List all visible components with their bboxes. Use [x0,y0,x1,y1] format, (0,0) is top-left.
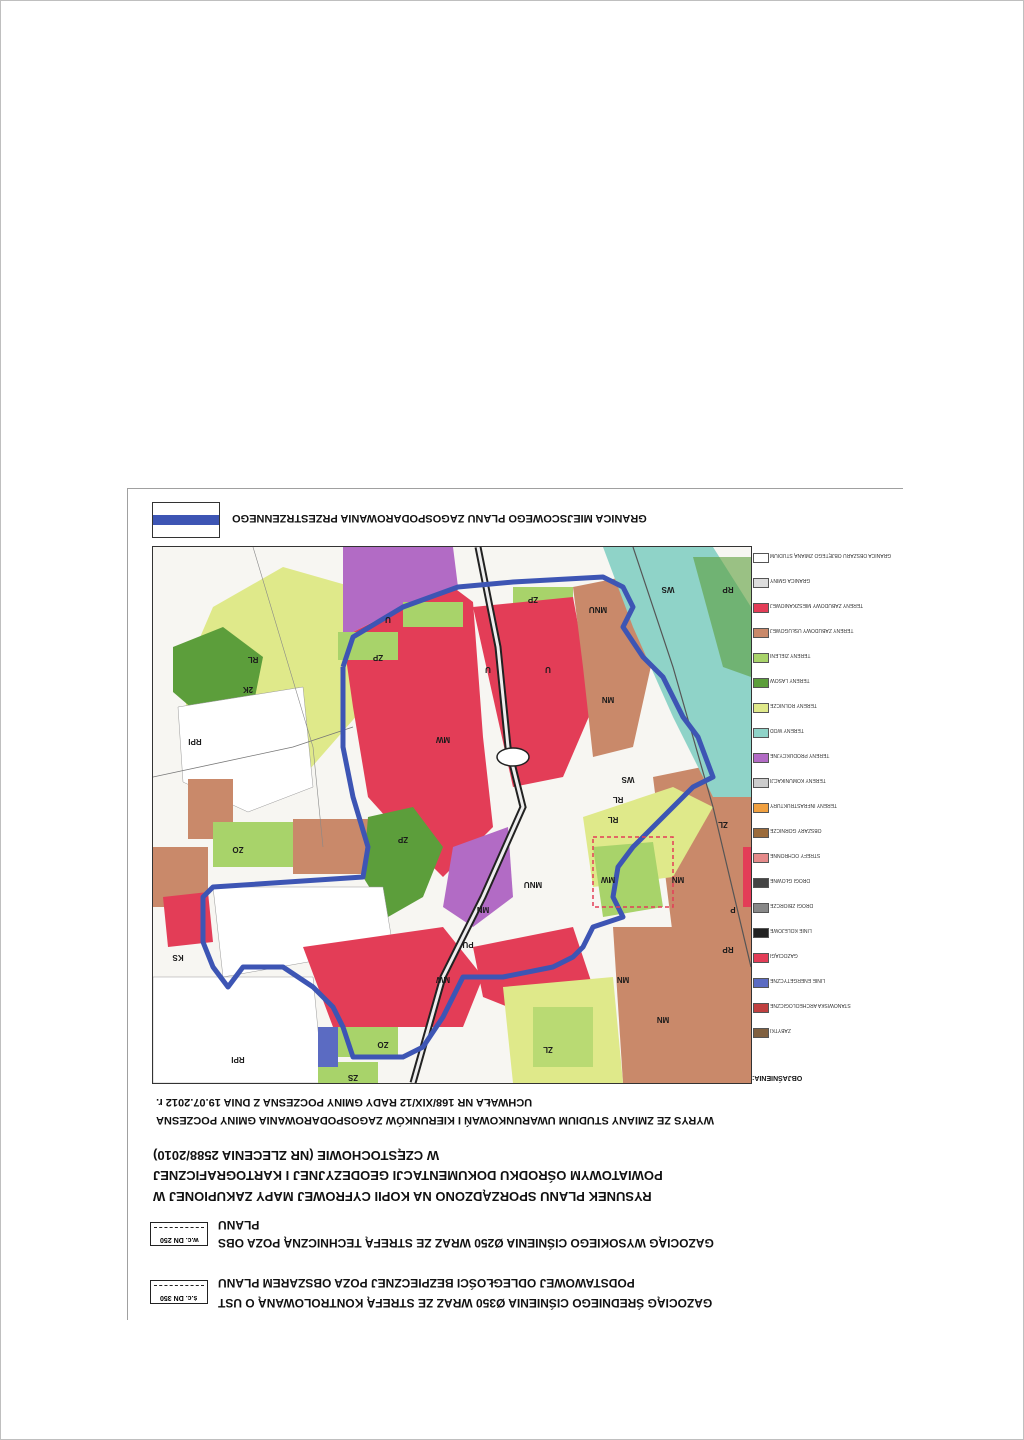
zone-label: ZL [718,820,728,829]
survey-note-3: RYSUNEK PLANU SPORZĄDZONO NA KOPII CYFROWEJ MAPY ZAKUPIONEJ W [153,1189,652,1204]
map-legend [752,546,908,1082]
legend-heading: OBJAŚNIENIA: [752,1074,803,1081]
legend-swatch [753,628,769,638]
zone-label: U [545,665,551,674]
zone-label: MN [476,905,490,914]
zone-label: WS [621,775,635,784]
high-pressure-swatch: w.c. DN 250 [150,1222,208,1246]
legend-swatch [753,778,769,788]
legend-label: GRANICA OBSZARU OBJĘTEGO ZMIANĄ STUDIUM [770,552,892,558]
zone-label: RPI [188,737,202,746]
boundary-swatch [152,502,220,538]
legend-item [752,702,908,712]
zone-label: ZL [543,1045,553,1054]
legend-item [752,877,908,887]
legend-item [752,1002,908,1012]
title-text: GRANICA MIEJSCOWEGO PLANU ZAGOSPODAROWANIA PRZESTRZENNEGO [232,512,647,524]
zone-label: MN [656,1015,670,1024]
zone-label: ZP [397,835,409,844]
zone-label: U [485,665,491,674]
zone-label: ZO [377,1040,389,1049]
legend-label: STANOWISKA ARCHEOLOGICZNE [770,1002,851,1008]
zone-label: RP [722,945,734,954]
legend-swatch [753,1028,769,1038]
legend-item [752,727,908,737]
legend-swatch [753,728,769,738]
sheet-left-rule [127,488,128,1320]
legend-item [752,802,908,812]
zone-label: 2K [242,685,254,694]
legend-label: TERENY ROLNICZE [770,702,817,708]
zone-label: ZS [347,1073,359,1082]
high-pressure-line-1: PLANU [218,1218,260,1232]
legend-swatch [753,553,769,563]
zone-label: MN [616,975,630,984]
legend-swatch [753,928,769,938]
legend-label: GAZOCIĄGI [770,952,798,958]
legend-swatch [753,703,769,713]
legend-label: TERENY ZABUDOWY MIESZKANIOWEJ [770,602,864,608]
legend-label: ZABYTKI [770,1027,791,1033]
caption-line-1: UCHWAŁA NR 168/XIX/12 RADY GMINY POCZESNA Z DNIA 19.07.2012 r. [156,1096,533,1108]
legend-item [752,577,908,587]
zone-label: ZP [372,653,384,662]
high-pressure-line-2: GAZOCIĄG WYSOKIEGO CIŚNIENIA Ø250 WRAZ ZE STREFĄ TECHNICZNĄ POZA OBS [218,1236,714,1250]
legend-label: TERENY ZIELENI [770,652,811,658]
legend-label: STREFY OCHRONNE [770,852,821,858]
zone-label: MW [435,735,451,744]
legend-swatch [753,678,769,688]
zone-label: WS [661,585,675,594]
legend-label: TERENY INFRASTRUKTURY [770,802,838,808]
legend-swatch [753,828,769,838]
legend-label: TERENY KOMUNIKACJI [770,777,826,783]
legend-label: TERENY LASÓW [770,677,810,683]
sheet-top-rule [127,488,903,489]
legend-label: DROGI ZBIORCZE [770,902,814,908]
map-panel [152,546,752,1084]
zone-label: RP [722,585,734,594]
zone-label: ZO [232,845,244,854]
legend-item [752,602,908,612]
legend-item [752,852,908,862]
legend-label: LINIE ENERGETYCZNE [770,977,826,983]
legend-swatch [753,803,769,813]
zone-label: U [385,615,391,624]
legend-item [752,952,908,962]
legend-swatch [753,953,769,963]
zone-label: MN [671,875,685,884]
legend-item [752,677,908,687]
legend-swatch [753,653,769,663]
legend-swatch [753,753,769,763]
zone-label: ZP [527,595,539,604]
zone-label: MW [600,875,616,884]
caption-line-2: WYRYS ZE ZMIANY STUDIUM UWARUNKOWAŃ I KIERUNKÓW ZAGOSPODAROWANIA GMINY POCZESNA [156,1114,714,1126]
land-use-map [153,547,751,1083]
legend-label: DROGI GŁÓWNE [770,877,811,883]
legend-label: TERENY ZABUDOWY USŁUGOWEJ [770,627,854,633]
legend-item [752,927,908,937]
survey-note-2: POWIATOWYM OŚRODKU DOKUMENTACJI GEODEZYJNEJ I KARTOGRAFICZNEJ [153,1168,663,1183]
legend-item [752,902,908,912]
zone-label: RL [607,815,619,824]
legend-swatch [753,853,769,863]
medium-pressure-swatch: ś.c. DN 350 [150,1280,208,1304]
legend-item [752,652,908,662]
legend-swatch [753,578,769,588]
legend-label: OBSZARY GÓRNICZE [770,827,822,833]
zone-label: P [730,905,736,914]
legend-label: TERENY PRODUKCYJNE [770,752,830,758]
legend-item [752,552,908,562]
legend-label: LINIE KOLEJOWE [770,927,812,933]
zone-label: MNU [523,880,543,889]
legend-item [752,1027,908,1037]
zone-label: MN [601,695,615,704]
zone-label: RL [247,655,259,664]
legend-item [752,752,908,762]
legend-item [752,627,908,637]
zone-label: MNU [588,605,608,614]
zone-label: KS [172,953,184,962]
zone-label: RL [612,795,624,804]
legend-swatch [753,603,769,613]
legend-swatch [753,978,769,988]
legend-label: TERENY WÓD [770,727,804,733]
zone-label: MW [435,975,451,984]
zone-label: PU [462,940,474,949]
survey-note-1: W CZĘSTOCHOWIE (NR ZLECENIA 2588/2010) [153,1148,440,1163]
medium-pressure-line-2: GAZOCIĄG ŚREDNIEGO CIŚNIENIA Ø350 WRAZ ZE STREFĄ KONTROLOWANĄ O UST [218,1296,713,1310]
legend-item [752,977,908,987]
zone-label: RPI [231,1055,245,1064]
legend-swatch [753,1003,769,1013]
legend-swatch [753,878,769,888]
legend-item [752,777,908,787]
legend-label: GRANICA GMINY [770,577,811,583]
legend-item [752,827,908,837]
medium-pressure-line-1: PODSTAWOWEJ ODLEGŁOŚCI BEZPIECZNEJ POZA OBSZAREM PLANU [218,1276,635,1290]
legend-swatch [753,903,769,913]
